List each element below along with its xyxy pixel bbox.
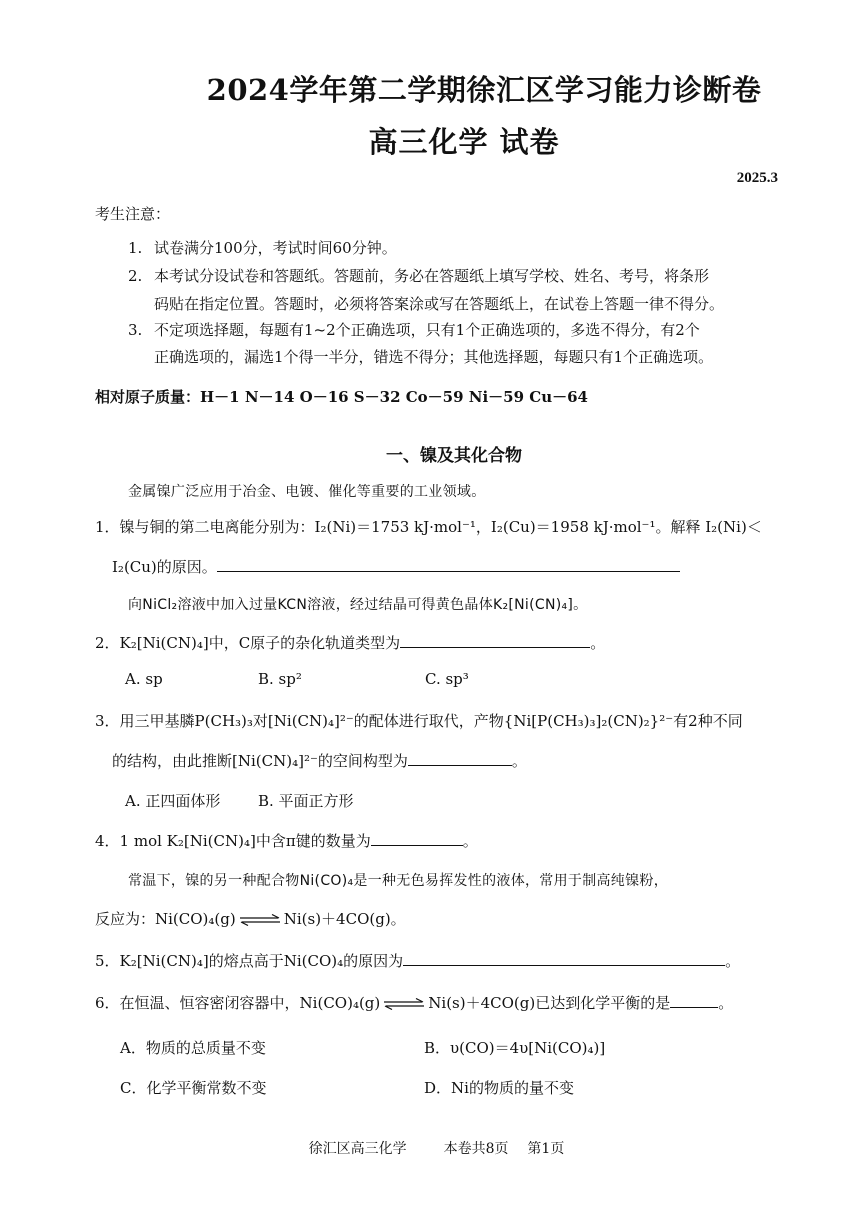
exam-subtitle: 高三化学 试卷 — [368, 125, 560, 159]
question-4: 4．1 mol K₂[Ni(CN)₄]中含π键的数量为 。 — [95, 832, 478, 850]
question-1-line-2: I₂(Cu)的原因。 — [112, 556, 680, 577]
section-intro-2: 向NiCl₂溶液中加入过量KCN溶液，经过结晶可得黄色晶体K₂[Ni(CN)₄]。 — [128, 597, 588, 613]
equilibrium-arrow-icon — [382, 998, 426, 1010]
notice-item-3: 3. 不定项选择题，每题有1~2个正确选项，只有1个正确选项的，多选不得分，有2个 — [128, 321, 700, 339]
page-footer — [0, 1138, 868, 1158]
exam-date: 2025.3 — [736, 170, 778, 186]
answer-blank-4[interactable] — [371, 831, 463, 846]
footer-page-number: 第1页 — [527, 1141, 565, 1157]
question-1-line-1: 1．镍与铜的第二电离能分别为：I₂(Ni)＝1753 kJ·mol⁻¹，I₂(Cu)＝1958 kJ·mol⁻¹。解释 I₂(Ni)＜ — [95, 518, 762, 536]
atomic-mass-line: 相对原子质量：H－1 N－14 O－16 S－32 Co－59 Ni－59 Cu－64 — [95, 388, 588, 406]
answer-blank-1[interactable] — [217, 557, 680, 572]
answer-blank-6[interactable] — [670, 993, 718, 1008]
question-3-option-a[interactable]: A. 正四面体形 — [125, 792, 221, 810]
question-2-option-c[interactable]: C. sp³ — [425, 670, 469, 688]
question-6-option-a[interactable]: A．物质的总质量不变 — [120, 1039, 266, 1057]
question-2: 2．K₂[Ni(CN)₄]中，C原子的杂化轨道类型为 。 — [95, 634, 606, 652]
reaction-equation: 反应为：Ni(CO)₄(g) Ni(s)＋4CO(g)。 — [95, 910, 406, 928]
section-title: 一、镍及其化合物 — [386, 446, 522, 466]
section-intro-1: 金属镍广泛应用于冶金、电镀、催化等重要的工业领域。 — [128, 484, 486, 500]
exam-title: 2024学年第二学期徐汇区学习能力诊断卷 — [206, 73, 762, 107]
notice-item-2-cont: 码贴在指定位置。答题时，必须将答案涂或写在答题纸上，在试卷上答题一律不得分。 — [154, 295, 725, 313]
question-6-option-d[interactable]: D．Ni的物质的量不变 — [424, 1079, 574, 1097]
question-2-option-a[interactable]: A. sp — [125, 670, 163, 688]
notice-item-3-cont: 正确选项的，漏选1个得一半分，错选不得分；其他选择题，每题只有1个正确选项。 — [154, 348, 714, 366]
question-3-line-2: 的结构，由此推断[Ni(CN)₄]²⁻的空间构型为 。 — [112, 752, 527, 770]
question-2-option-b[interactable]: B. sp² — [258, 670, 302, 688]
question-6: 6．在恒温、恒容密闭容器中，Ni(CO)₄(g) Ni(s)＋4CO(g)已达到化学平衡的是 。 — [95, 994, 734, 1012]
question-3-option-b[interactable]: B. 平面正方形 — [258, 792, 354, 810]
answer-blank-5[interactable] — [403, 951, 725, 966]
answer-blank-2[interactable] — [400, 633, 590, 648]
question-6-option-b[interactable]: B．υ(CO)＝4υ[Ni(CO)₄)] — [424, 1039, 606, 1057]
question-3-line-1: 3．用三甲基膦P(CH₃)₃对[Ni(CN)₄]²⁻的配体进行取代，产物{Ni[P(CH₃)₃]₂(CN)₂}²⁻有2种不同 — [95, 712, 743, 730]
notice-item-2: 2. 本考试分设试卷和答题纸。答题前，务必在答题纸上填写学校、姓名、考号，将条形 — [128, 267, 710, 285]
footer-school: 徐汇区高三化学 — [308, 1141, 407, 1157]
question-5: 5．K₂[Ni(CN)₄]的熔点高于Ni(CO)₄的原因为 。 — [95, 952, 741, 970]
question-6-option-c[interactable]: C．化学平衡常数不变 — [120, 1079, 267, 1097]
footer-page-count: 本卷共8页 — [443, 1141, 509, 1157]
notice-heading: 考生注意： — [95, 205, 171, 223]
equilibrium-arrow-icon — [238, 914, 282, 926]
notice-item-1: 1. 试卷满分100分，考试时间60分钟。 — [128, 239, 397, 257]
answer-blank-3[interactable] — [408, 751, 512, 766]
section-intro-3: 常温下，镍的另一种配合物Ni(CO)₄是一种无色易挥发性的液体，常用于制高纯镍粉， — [128, 873, 668, 889]
